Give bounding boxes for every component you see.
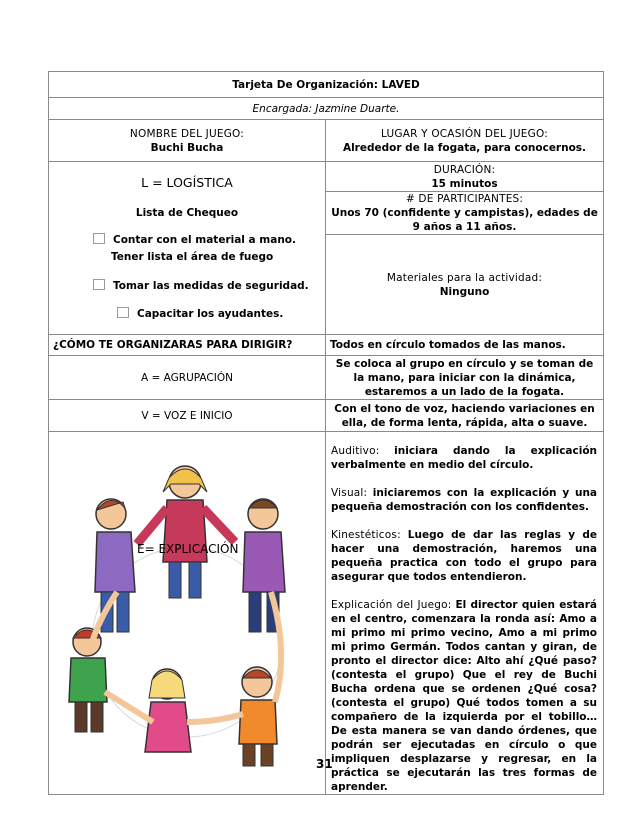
materials-label: Materiales para la actividad: — [386, 271, 543, 284]
checklist-item: Capacitar los ayudantes. — [117, 307, 283, 321]
voice-text: Con el tono de voz, haciendo variaciones en ella, de forma lenta, rápida, alta o suave. — [326, 400, 604, 432]
child-figure — [69, 628, 107, 732]
game-place-label: LUGAR Y OCASIÓN DEL JUEGO: — [381, 127, 548, 140]
checklist-item: Tomar las medidas de seguridad. — [93, 279, 309, 293]
checkbox-icon — [93, 279, 105, 290]
explanation-row — [49, 432, 604, 795]
duration-value: 15 minutos — [431, 177, 498, 190]
game-name-cell — [49, 120, 326, 162]
checklist-item: Contar con el material a mano. — [93, 233, 296, 247]
participants-cell — [326, 192, 604, 235]
participants-label: # DE PARTICIPANTES: — [405, 193, 524, 205]
game-place-cell — [326, 120, 604, 162]
game-name-value: Buchi Bucha — [150, 141, 224, 154]
title-row — [49, 72, 604, 98]
child-figure — [145, 669, 191, 752]
page-number: 31 — [316, 757, 333, 771]
voice-row — [49, 400, 604, 432]
game-place-value: Alrededor de la fogata, para conocernos. — [342, 141, 587, 154]
logistics-cell — [49, 162, 326, 335]
materials-value: Ninguno — [439, 285, 490, 298]
children-circle-illustration — [57, 452, 317, 772]
child-figure — [137, 466, 235, 598]
child-figure — [95, 499, 135, 632]
visual-paragraph: Visual: iniciaremos con la explicación y una pequeña demostración con los confidentes. — [331, 487, 598, 513]
organization-card-table — [48, 71, 604, 795]
voice-label: V = VOZ E INICIO — [49, 400, 326, 432]
card-title: Tarjeta De Organización: LAVED — [49, 72, 604, 98]
duration-row — [49, 162, 604, 192]
game-name-row — [49, 120, 604, 162]
explanation-illustration-cell — [49, 432, 326, 795]
duration-cell — [326, 162, 604, 192]
checkbox-icon — [93, 233, 105, 244]
game-explanation-paragraph: Explicación del Juego: El director quien estará en el centro, comenzara la ronda así: Amo a mi primo mi primo vecino, Amo a mi primo mi primo Germán. Todos cantan y giran, de pronto el director dice: Alto ahí ¿Qué paso? (contesta el grupo) Que el rey de Buchi Bucha ordena que se ordenen ¿Qué cosa? (contesta el grupo) Qué todos tomen a su compañero de la izquierda por el tobillo… De esta manera se van dando órdenes, que podrán ser ejecutadas en círculo o que impliquen desplazarse y regresar, en la práctica se ejecutarán las tres formas de aprender. — [331, 599, 598, 793]
checklist-item: Tener lista el área de fuego — [111, 251, 274, 263]
logistics-title: L = LOGÍSTICA — [141, 175, 233, 190]
grouping-label: A = AGRUPACIÓN — [49, 356, 326, 400]
grouping-row — [49, 356, 604, 400]
organize-row — [49, 335, 604, 356]
participants-value: Unos 70 (confidente y campistas), edades de 9 años a 11 años. — [331, 207, 598, 233]
explanation-label: E= EXPLICACIÓN — [137, 542, 239, 556]
auditivo-paragraph: Auditivo: iniciara dando la explicación verbalmente en medio del círculo. — [331, 445, 598, 471]
checklist-title: Lista de Chequeo — [135, 207, 239, 219]
organize-answer: Todos en círculo tomados de las manos. — [326, 335, 604, 356]
child-figure — [239, 667, 277, 766]
organize-question: ¿CÓMO TE ORGANIZARAS PARA DIRIGIR? — [49, 335, 326, 356]
materials-cell — [326, 235, 604, 335]
grouping-text: Se coloca al grupo en círculo y se toman de la mano, para iniciar con la dinámica, estaremos a un lado de la fogata. — [326, 356, 604, 400]
duration-label: DURACIÓN: — [433, 163, 496, 176]
manager-name: Encargada: Jazmine Duarte. — [49, 98, 604, 120]
checkbox-icon — [117, 307, 129, 318]
explanation-text-cell — [326, 432, 604, 795]
manager-row — [49, 98, 604, 120]
kinesthetic-paragraph: Kinestéticos: Luego de dar las reglas y de hacer una demostración, haremos una pequeña practica con todo el grupo para asegurar que todos entendieron. — [331, 529, 598, 583]
game-name-label: NOMBRE DEL JUEGO: — [129, 127, 245, 140]
